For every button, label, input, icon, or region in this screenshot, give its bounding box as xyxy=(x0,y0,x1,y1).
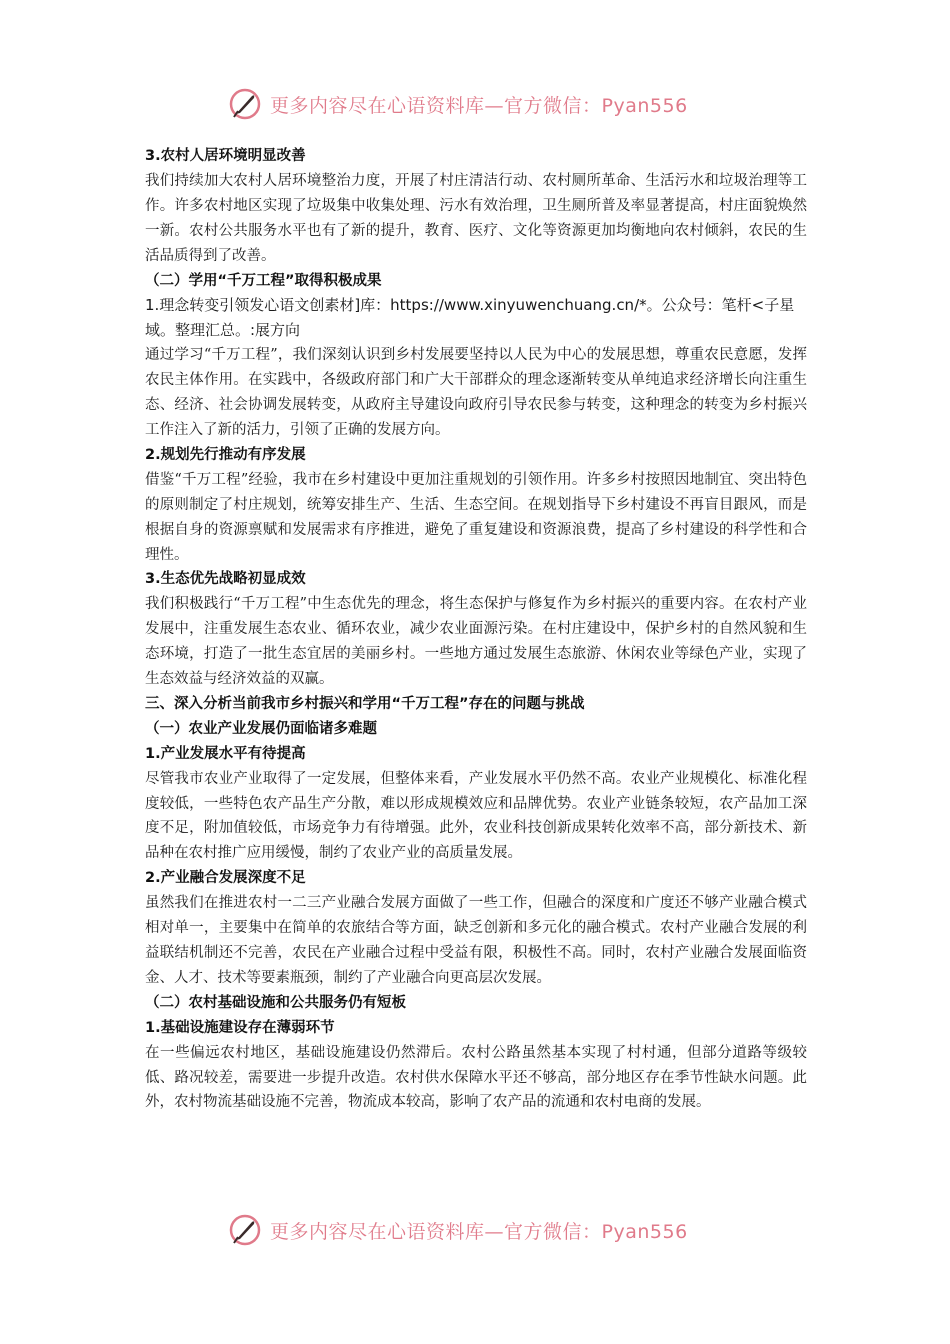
body-paragraph: 我们持续加大农村人居环境整治力度，开展了村庄清洁行动、农村厕所革命、生活污水和垃圾治理等工作。许多农村地区实现了垃圾集中收集处理、污水有效治理，卫生厕所普及率显著提高，村庄面貌焕然一新。农村公共服务水平也有了新的提升，教育、医疗、文化等资源更加均衡地向农村倾斜，农民的生活品质得到了改善。 xyxy=(145,172,807,264)
watermark-line: 1.理念转变引领发心语文创素材]库：https://www.xinyuwenchuang.cn/*。公众号：笔杆<子星域。整理汇总。:展方向 xyxy=(145,296,795,340)
section-heading: 2.规划先行推动有序发展 xyxy=(145,446,306,463)
watermark-wechat: Pyan556 xyxy=(601,94,688,117)
section-heading: 3.农村人居环境明显改善 xyxy=(145,148,306,164)
document-body xyxy=(145,144,807,1115)
body-paragraph: 在一些偏远农村地区，基础设施建设仍然滞后。农村公路虽然基本实现了村村通，但部分道路等级较低、路况较差，需要进一步提升改造。农村供水保障水平还不够高，部分地区存在季节性缺水问题。此外，农村物流基础设施不完善，物流成本较高，影响了农产品的流通和农村电商的发展。 xyxy=(145,1044,807,1111)
body-paragraph: 尽管我市农业产业取得了一定发展，但整体来看，产业发展水平仍然不高。农业产业规模化、标准化程度较低，一些特色农产品生产分散，难以形成规模效应和品牌优势。农业产业链条较短，农产品加工深度不足，附加值较低，市场竞争力有待增强。此外，农业科技创新成果转化效率不高，部分新技术、新品种在农村推广应用缓慢，制约了农业产业的高质量发展。 xyxy=(145,770,807,862)
watermark-wechat: Pyan556 xyxy=(601,1220,688,1243)
body-paragraph: 通过学习“千万工程”，我们深刻认识到乡村发展要坚持以人民为中心的发展思想，尊重农民意愿，发挥农民主体作用。在实践中，各级政府部门和广大干部群众的理念逐渐转变从单纯追求经济增长向注重生态、经济、社会协调发展转变，从政府主导建设向政府引导农民参与转变，这种理念的转变为乡村振兴工作注入了新的活力，引领了正确的发展方向。 xyxy=(145,347,807,438)
section-heading: 2.产业融合发展深度不足 xyxy=(145,870,306,887)
quill-logo-icon xyxy=(228,1213,262,1247)
section-heading: （一）农业产业发展仍面临诸多难题 xyxy=(145,720,377,737)
section-heading: 3.生态优先战略初显成效 xyxy=(145,571,306,588)
section-heading: 1.产业发展水平有待提高 xyxy=(145,745,306,762)
body-paragraph: 借鉴“千万工程”经验，我市在乡村建设中更加注重规划的引领作用。许多乡村按照因地制宜、突出特色的原则制定了村庄规划，统筹安排生产、生活、生态空间。在规划指导下乡村建设不再盲目跟风，而是根据自身的资源禀赋和发展需求有序推进，避免了重复建设和资源浪费，提高了乡村建设的科学性和合理性。 xyxy=(145,471,807,563)
footer-watermark xyxy=(228,1210,748,1250)
section-heading: （二）学用“千万工程”取得积极成果 xyxy=(145,272,382,289)
section-heading: 三、深入分析当前我市乡村振兴和学用“千万工程”存在的问题与挑战 xyxy=(145,695,585,712)
body-paragraph: 我们积极践行“千万工程”中生态优先的理念，将生态保护与修复作为乡村振兴的重要内容。在农村产业发展中，注重发展生态农业、循环农业，减少农业面源污染。在村庄建设中，保护乡村的自然风貌和生态环境，打造了一批生态宜居的美丽乡村。一些地方通过发展生态旅游、休闲农业等绿色产业，实现了生态效益与经济效益的双赢。 xyxy=(145,596,807,688)
quill-logo-icon xyxy=(228,87,262,121)
section-heading: 1.基础设施建设存在薄弱环节 xyxy=(145,1019,335,1036)
header-watermark xyxy=(228,84,748,124)
watermark-text: 更多内容尽在心语资料库—官方微信： xyxy=(270,94,602,117)
watermark-text: 更多内容尽在心语资料库—官方微信： xyxy=(270,1220,602,1243)
section-heading: （二）农村基础设施和公共服务仍有短板 xyxy=(145,994,406,1011)
body-paragraph: 虽然我们在推进农村一二三产业融合发展方面做了一些工作，但融合的深度和广度还不够产业融合模式相对单一，主要集中在简单的农旅结合等方面，缺乏创新和多元化的融合模式。农村产业融合发展的利益联结机制还不完善，农民在产业融合过程中受益有限，积极性不高。同时，农村产业融合发展面临资金、人才、技术等要素瓶颈，制约了产业融合向更高层次发展。 xyxy=(145,895,807,986)
